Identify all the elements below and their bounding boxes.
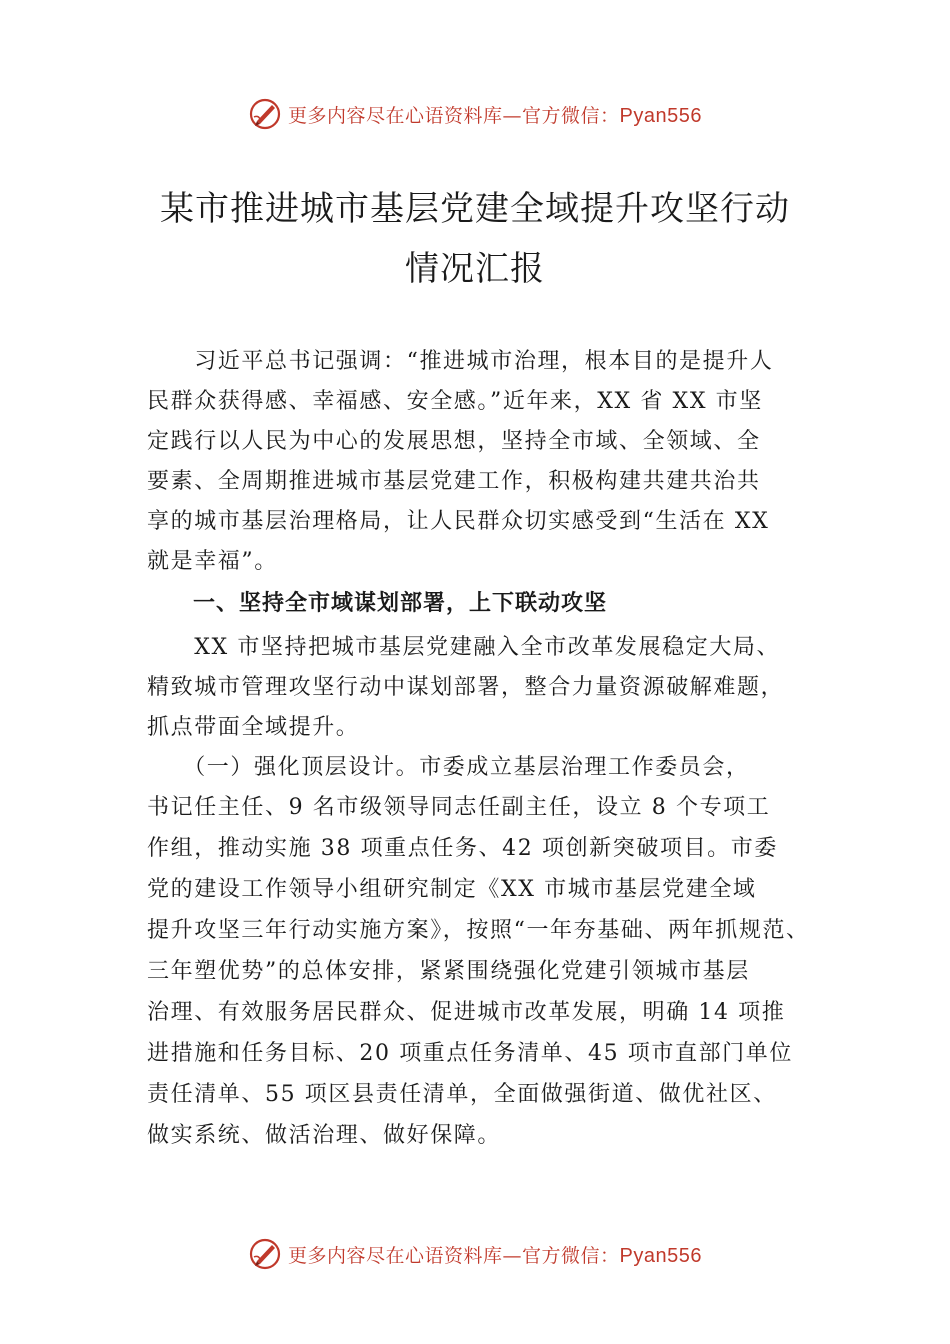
section-heading-1: 一、坚持全市域谋划部署，上下联动攻坚	[147, 591, 608, 616]
paragraph-3-line: 提升攻坚三年行动实施方案》，按照“一年夯基础、两年抓规范、	[147, 918, 810, 943]
watermark-cn: 更多内容尽在心语资料库—官方微信：	[288, 104, 620, 127]
paragraph-3-line: 书记任主任、9 名市级领导同志任副主任，设立 8 个专项工	[147, 795, 771, 820]
paragraph-3-line: 作组，推动实施 38 项重点任务、42 项创新突破项目。市委	[147, 836, 778, 861]
paragraph-3-line: 进措施和任务目标、20 项重点任务清单、45 项市直部门单位	[147, 1041, 793, 1066]
watermark-text	[288, 1241, 702, 1268]
paragraph-1-line: 享的城市基层治理格局，让人民群众切实感受到“生活在 XX	[147, 509, 770, 534]
paragraph-2-line: 抓点带面全域提升。	[147, 715, 360, 740]
paragraph-2-line: XX 市坚持把城市基层党建融入全市改革发展稳定大局、	[147, 635, 781, 660]
paragraph-1-line: 要素、全周期推进城市基层党建工作，积极构建共建共治共	[147, 469, 761, 494]
document-title-line-1: 某市推进城市基层党建全域提升攻坚行动	[160, 189, 790, 229]
paragraph-3-line: 党的建设工作领导小组研究制定《XX 市城市基层党建全域	[147, 877, 757, 902]
paragraph-1-line: 就是幸福”。	[147, 549, 278, 574]
paragraph-1-line: 定践行以人民为中心的发展思想，坚持全市域、全领域、全	[147, 429, 761, 454]
watermark-wechat-id: Pyan556	[619, 104, 702, 127]
paragraph-3-line: 治理、有效服务居民群众、促进城市改革发展，明确 14 项推	[147, 1000, 786, 1025]
paragraph-1-line: 习近平总书记强调：“推进城市治理，根本目的是提升人	[147, 349, 774, 374]
watermark-text	[288, 101, 702, 128]
paragraph-1-line: 民群众获得感、幸福感、安全感。”近年来，XX 省 XX 市坚	[147, 389, 763, 414]
paragraph-3-line: （一）强化顶层设计。市委成立基层治理工作委员会，	[147, 755, 750, 780]
watermark-footer	[0, 1234, 950, 1274]
paragraph-2-line: 精致城市管理攻坚行动中谋划部署，整合力量资源破解难题，	[147, 675, 785, 700]
paragraph-3-line: 做实系统、做活治理、做好保障。	[147, 1123, 502, 1148]
paragraph-3-line: 三年塑优势”的总体安排，紧紧围绕强化党建引领城市基层	[147, 959, 750, 984]
paragraph-3-line: 责任清单、55 项区县责任清单，全面做强街道、做优社区、	[147, 1082, 777, 1107]
pen-logo-icon	[248, 1237, 282, 1271]
watermark-cn: 更多内容尽在心语资料库—官方微信：	[288, 1244, 620, 1267]
watermark-header	[0, 94, 950, 134]
pen-logo-icon	[248, 97, 282, 131]
document-title-line-2: 情况汇报	[405, 249, 545, 289]
watermark-wechat-id: Pyan556	[619, 1244, 702, 1267]
